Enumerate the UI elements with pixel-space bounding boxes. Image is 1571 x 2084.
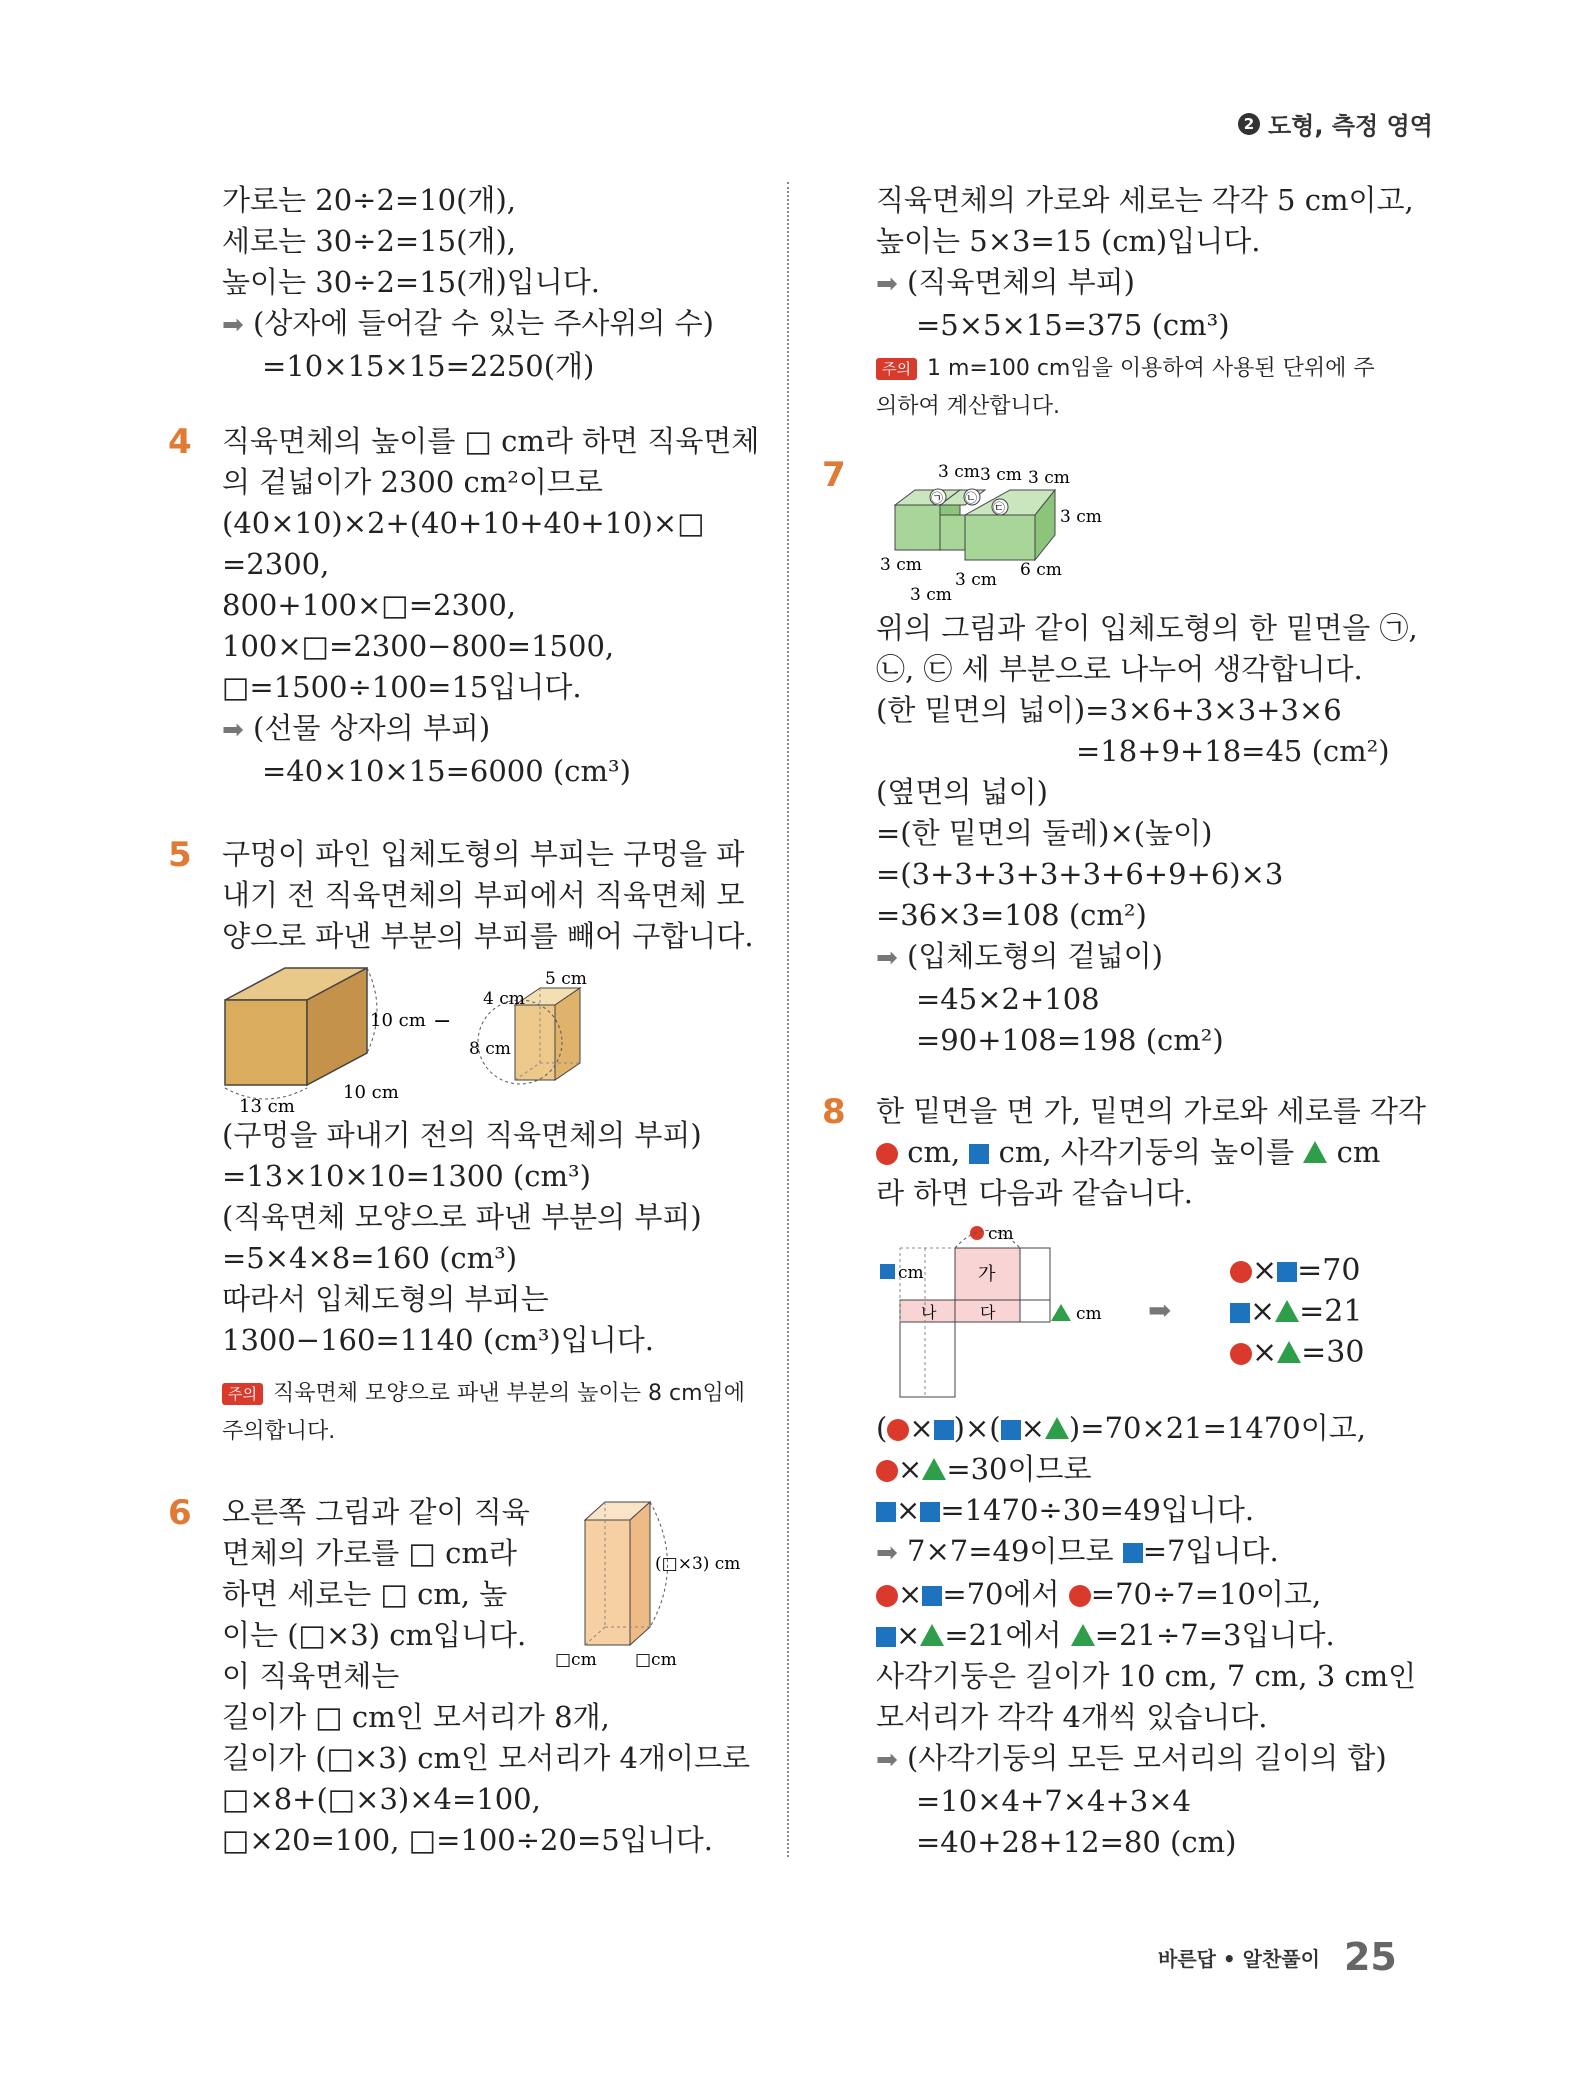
text-line: =1470÷30=49입니다. [940,1493,1255,1527]
square-symbol [876,1502,896,1522]
triangle-symbol [920,1624,944,1646]
text-line: cm, [907,1135,961,1169]
face-ga-label: 가 [978,1264,996,1285]
problem-number-7: 7 [822,455,846,495]
column-divider [787,182,789,1857]
text-line: 사각기둥은 길이가 10 cm, 7 cm, 3 cm인 [876,1659,1417,1693]
big-width-label: 13 cm [239,1096,295,1117]
prism-width-label: □cm [555,1650,597,1670]
small-label-3: 8 cm [469,1039,511,1059]
arrow-icon: ➡ [876,943,898,973]
text-line: =45×2+108 [916,982,1100,1016]
text-line: 길이가 (□×3) cm인 모서리가 4개이므로 [222,1741,751,1775]
problem-7-solution [876,608,1418,1061]
page-footer [1158,1935,1397,1979]
text-line: =21에서 [944,1618,1062,1652]
text-line: 직육면체의 가로와 세로는 각각 5 cm이고, [876,183,1414,217]
big-depth-label: 10 cm [343,1082,399,1103]
face-da-label: 다 [980,1303,996,1322]
big-height-label: 10 cm [370,1010,426,1031]
dim-label: 3 cm [955,570,997,590]
cm-label: cm [1076,1304,1102,1324]
text-line: × [1252,1253,1278,1288]
text-line: =18+9+18=45 (cm²) [1076,734,1390,768]
problem-8-text-a [876,1091,1426,1214]
text-line: =(한 밑면의 둘레)×(높이) [876,816,1213,850]
text-line: =(3+3+3+3+3+6+9+6)×3 [876,857,1284,891]
text-line: =40+28+12=80 (cm) [916,1825,1237,1859]
circle-symbol [887,1419,909,1441]
triangle-symbol [1045,1417,1069,1439]
text-line: 이 직육면체는 [222,1659,400,1693]
small-label-2: 5 cm [545,969,587,989]
cm-label: cm [988,1224,1014,1244]
note-text: 직육면체 모양으로 파낸 부분의 높이는 8 cm임에 [272,1381,746,1406]
square-symbol [1230,1303,1250,1323]
note-text: 주의합니다. [222,1419,336,1444]
text-line: =5×5×15=375 (cm³) [916,308,1230,342]
right-intro [876,180,1414,346]
circle-symbol [876,1585,898,1607]
dim-label: 3 cm [1028,468,1070,488]
footer-label: 바른답 • 알찬풀이 [1158,1946,1320,1971]
arrow-icon: ➡ [876,1538,898,1568]
section-title: 도형, 측정 영역 [1268,112,1433,140]
text-line: 위의 그림과 같이 입체도형의 한 밑면을 ㉠, [876,611,1418,645]
text-line: □×8+(□×3)×4=100, [222,1782,541,1816]
text-line: =30 [1301,1335,1365,1370]
square-symbol [876,1627,896,1647]
text-line: 직육면체의 높이를 □ cm라 하면 직육면체 [222,424,760,458]
text-line: (직육면체 모양으로 파낸 부분의 부피) [222,1200,702,1234]
problem-number-4: 4 [168,422,192,462]
right-note [876,350,1375,426]
dim-label: 3 cm [938,462,980,482]
dim-label: 3 cm [880,555,922,575]
text-line: (입체도형의 겉넓이) [907,939,1163,973]
circle-symbol [1230,1261,1252,1283]
text-line: 100×□=2300−800=1500, [222,629,615,663]
problem-4-solution [222,421,759,792]
region-a-label: ㉠ [931,491,944,505]
text-line: 오른쪽 그림과 같이 직육 [222,1495,530,1529]
text-line: =21 [1299,1294,1363,1329]
square-symbol [934,1420,954,1440]
text-line: (구멍을 파내기 전의 직육면체의 부피) [222,1118,702,1152]
dim-label: 3 cm [980,465,1022,485]
text-line: (선물 상자의 부피) [253,711,491,745]
dim-label: 6 cm [1020,560,1062,580]
dim-label: 3 cm [910,585,952,605]
problem-number-6: 6 [168,1493,192,1533]
cm-label: cm [898,1263,924,1283]
square-symbol [1277,1262,1297,1282]
note-tag: 주의 [222,1383,263,1405]
problem-6-text-b [222,1656,750,1861]
text-line: 모서리가 각각 4개씩 있습니다. [876,1700,1268,1734]
text-line: =70 [1297,1253,1361,1288]
problem-5-text [222,834,754,957]
text-line: =5×4×8=160 (cm³) [222,1241,518,1275]
problem-5-note [222,1375,745,1451]
text-line: (한 밑면의 넓이)=3×6+3×3+3×6 [876,693,1342,727]
text-line: (상자에 들어갈 수 있는 주사위의 수) [253,306,714,340]
note-text: 1 m=100 cm임을 이용하여 사용된 단위에 주 [926,356,1375,381]
square-symbol [1001,1420,1021,1440]
circle-symbol [1069,1585,1091,1607]
arrow-icon: ➡ [876,1745,898,1775]
text-line: 800+100×□=2300, [222,588,517,622]
text-line: (40×10)×2+(40+10+40+10)×□ [222,506,705,540]
arrow-icon: ➡ [222,310,244,340]
text-line: 면체의 가로를 □ cm라 [222,1536,517,1570]
text-line: =13×10×10=1300 (cm³) [222,1159,591,1193]
problem-5-figure [215,960,615,1120]
face-na-label: 나 [921,1303,937,1322]
section-badge: 2 [1238,113,1260,135]
problem-number-8: 8 [822,1092,846,1132]
text-line: 구멍이 파인 입체도형의 부피는 구멍을 파 [222,837,745,871]
circle-symbol [876,1143,898,1165]
text-line: (옆면의 넓이) [876,775,1048,809]
square-symbol [969,1144,989,1164]
prism-height-label: (□×3) cm [655,1554,741,1574]
note-tag: 주의 [876,358,917,380]
small-label-1: 4 cm [483,989,525,1009]
text-line: 7×7=49이므로 [907,1534,1114,1568]
text-line: (사각기둥의 모든 모서리의 길이의 합) [907,1741,1387,1775]
text-line: 하면 세로는 □ cm, 높 [222,1577,508,1611]
text-line: =10×4+7×4+3×4 [916,1784,1191,1818]
text-line: =90+108=198 (cm²) [916,1023,1224,1057]
square-symbol [920,1502,940,1522]
text-line: =70에서 [942,1577,1060,1611]
text-line: =30이므로 [946,1452,1092,1486]
arrow-icon: ➡ [1148,1294,1172,1327]
arrow-icon: ➡ [222,715,244,745]
section-header [1238,106,1433,141]
text-line: 한 밑면을 면 가, 밑면의 가로와 세로를 각각 [876,1094,1426,1128]
text-line: (직육면체의 부피) [907,265,1135,299]
problem-number-5: 5 [168,835,192,875]
text-line: 세로는 30÷2=15(개), [222,224,516,258]
text-line: cm [1336,1135,1381,1169]
text-line: =21÷7=3입니다. [1094,1618,1335,1652]
text-line: ㉡, ㉢ 세 부분으로 나누어 생각합니다. [876,652,1363,686]
text-line: 내기 전 직육면체의 부피에서 직육면체 모 [222,878,745,912]
page-number: 25 [1343,1935,1397,1979]
text-line: 길이가 □ cm인 모서리가 8개, [222,1700,610,1734]
text-line: 가로는 20÷2=10(개), [222,183,516,217]
problem-8-solution: ( × )×( × )=70×21=1470이고, × =30이므로 × =1470÷30=49입니다. ➡ 7×7=49이므로 =7입니다. × =70에서 =70÷7=10이고, × =21에서 =21÷7=3입니다. 사각기둥은 길이가 10 cm, 7 cm, 3 cm인 모서리가 각각 4개씩 있습니다. ➡ (사각기둥의 모든 모서리의 길이의 합) =10×4+7×4+3×4 =40+28+12=80 (cm) [876,1408,1416,1863]
text-line: 높이는 30÷2=15(개)입니다. [222,265,601,299]
text-line: □=1500÷100=15입니다. [222,670,582,704]
text-line: 의 겉넓이가 2300 cm²이므로 [222,465,603,499]
circle-symbol [1230,1343,1252,1365]
text-line: =70÷7=10이고, [1090,1577,1322,1611]
text-line: cm, 사각기둥의 높이를 [998,1135,1295,1169]
minus-sign: − [433,1009,452,1034]
triangle-symbol [922,1458,946,1480]
problem-7-figure [870,455,1120,605]
text-line: =7입니다. [1142,1534,1279,1568]
text-line: =10×15×15=2250(개) [262,349,595,383]
text-line: 이는 (□×3) cm입니다. [222,1618,527,1652]
triangle-symbol [1275,1300,1299,1322]
text-line: =36×3=108 (cm²) [876,898,1147,932]
circle-symbol [876,1460,898,1482]
text-line: 1300−160=1140 (cm³)입니다. [222,1323,655,1357]
text-line: 양으로 파낸 부분의 부피를 빼어 구합니다. [222,919,754,953]
arrow-icon: ➡ [876,269,898,299]
triangle-symbol [1277,1341,1301,1363]
text-line: =40×10×15=6000 (cm³) [262,754,631,788]
text-line: 따라서 입체도형의 부피는 [222,1282,549,1316]
note-text: 의하여 계산합니다. [876,394,1061,419]
text-line: × [1252,1335,1278,1370]
text-line: × [1250,1294,1276,1329]
left-intro [222,180,714,387]
square-symbol [1123,1543,1143,1563]
problem-6-figure [555,1490,765,1670]
text-line: 라 하면 다음과 같습니다. [876,1176,1194,1210]
text-line: =2300, [222,547,330,581]
problem-8-equations [1230,1250,1364,1373]
region-b-label: ㉡ [965,491,978,505]
problem-5-solution [222,1115,702,1361]
text-line: 높이는 5×3=15 (cm)입니다. [876,224,1261,258]
square-symbol [922,1586,942,1606]
dim-label: 3 cm [1060,507,1102,527]
text-line: □×20=100, □=100÷20=5입니다. [222,1823,713,1857]
region-c-label: ㉢ [993,501,1006,515]
problem-6-text-a [222,1492,530,1656]
text-line: =70×21=1470이고, [1080,1411,1366,1445]
triangle-symbol [1303,1141,1327,1163]
prism-depth-label: □cm [635,1650,677,1670]
triangle-symbol [1071,1624,1095,1646]
